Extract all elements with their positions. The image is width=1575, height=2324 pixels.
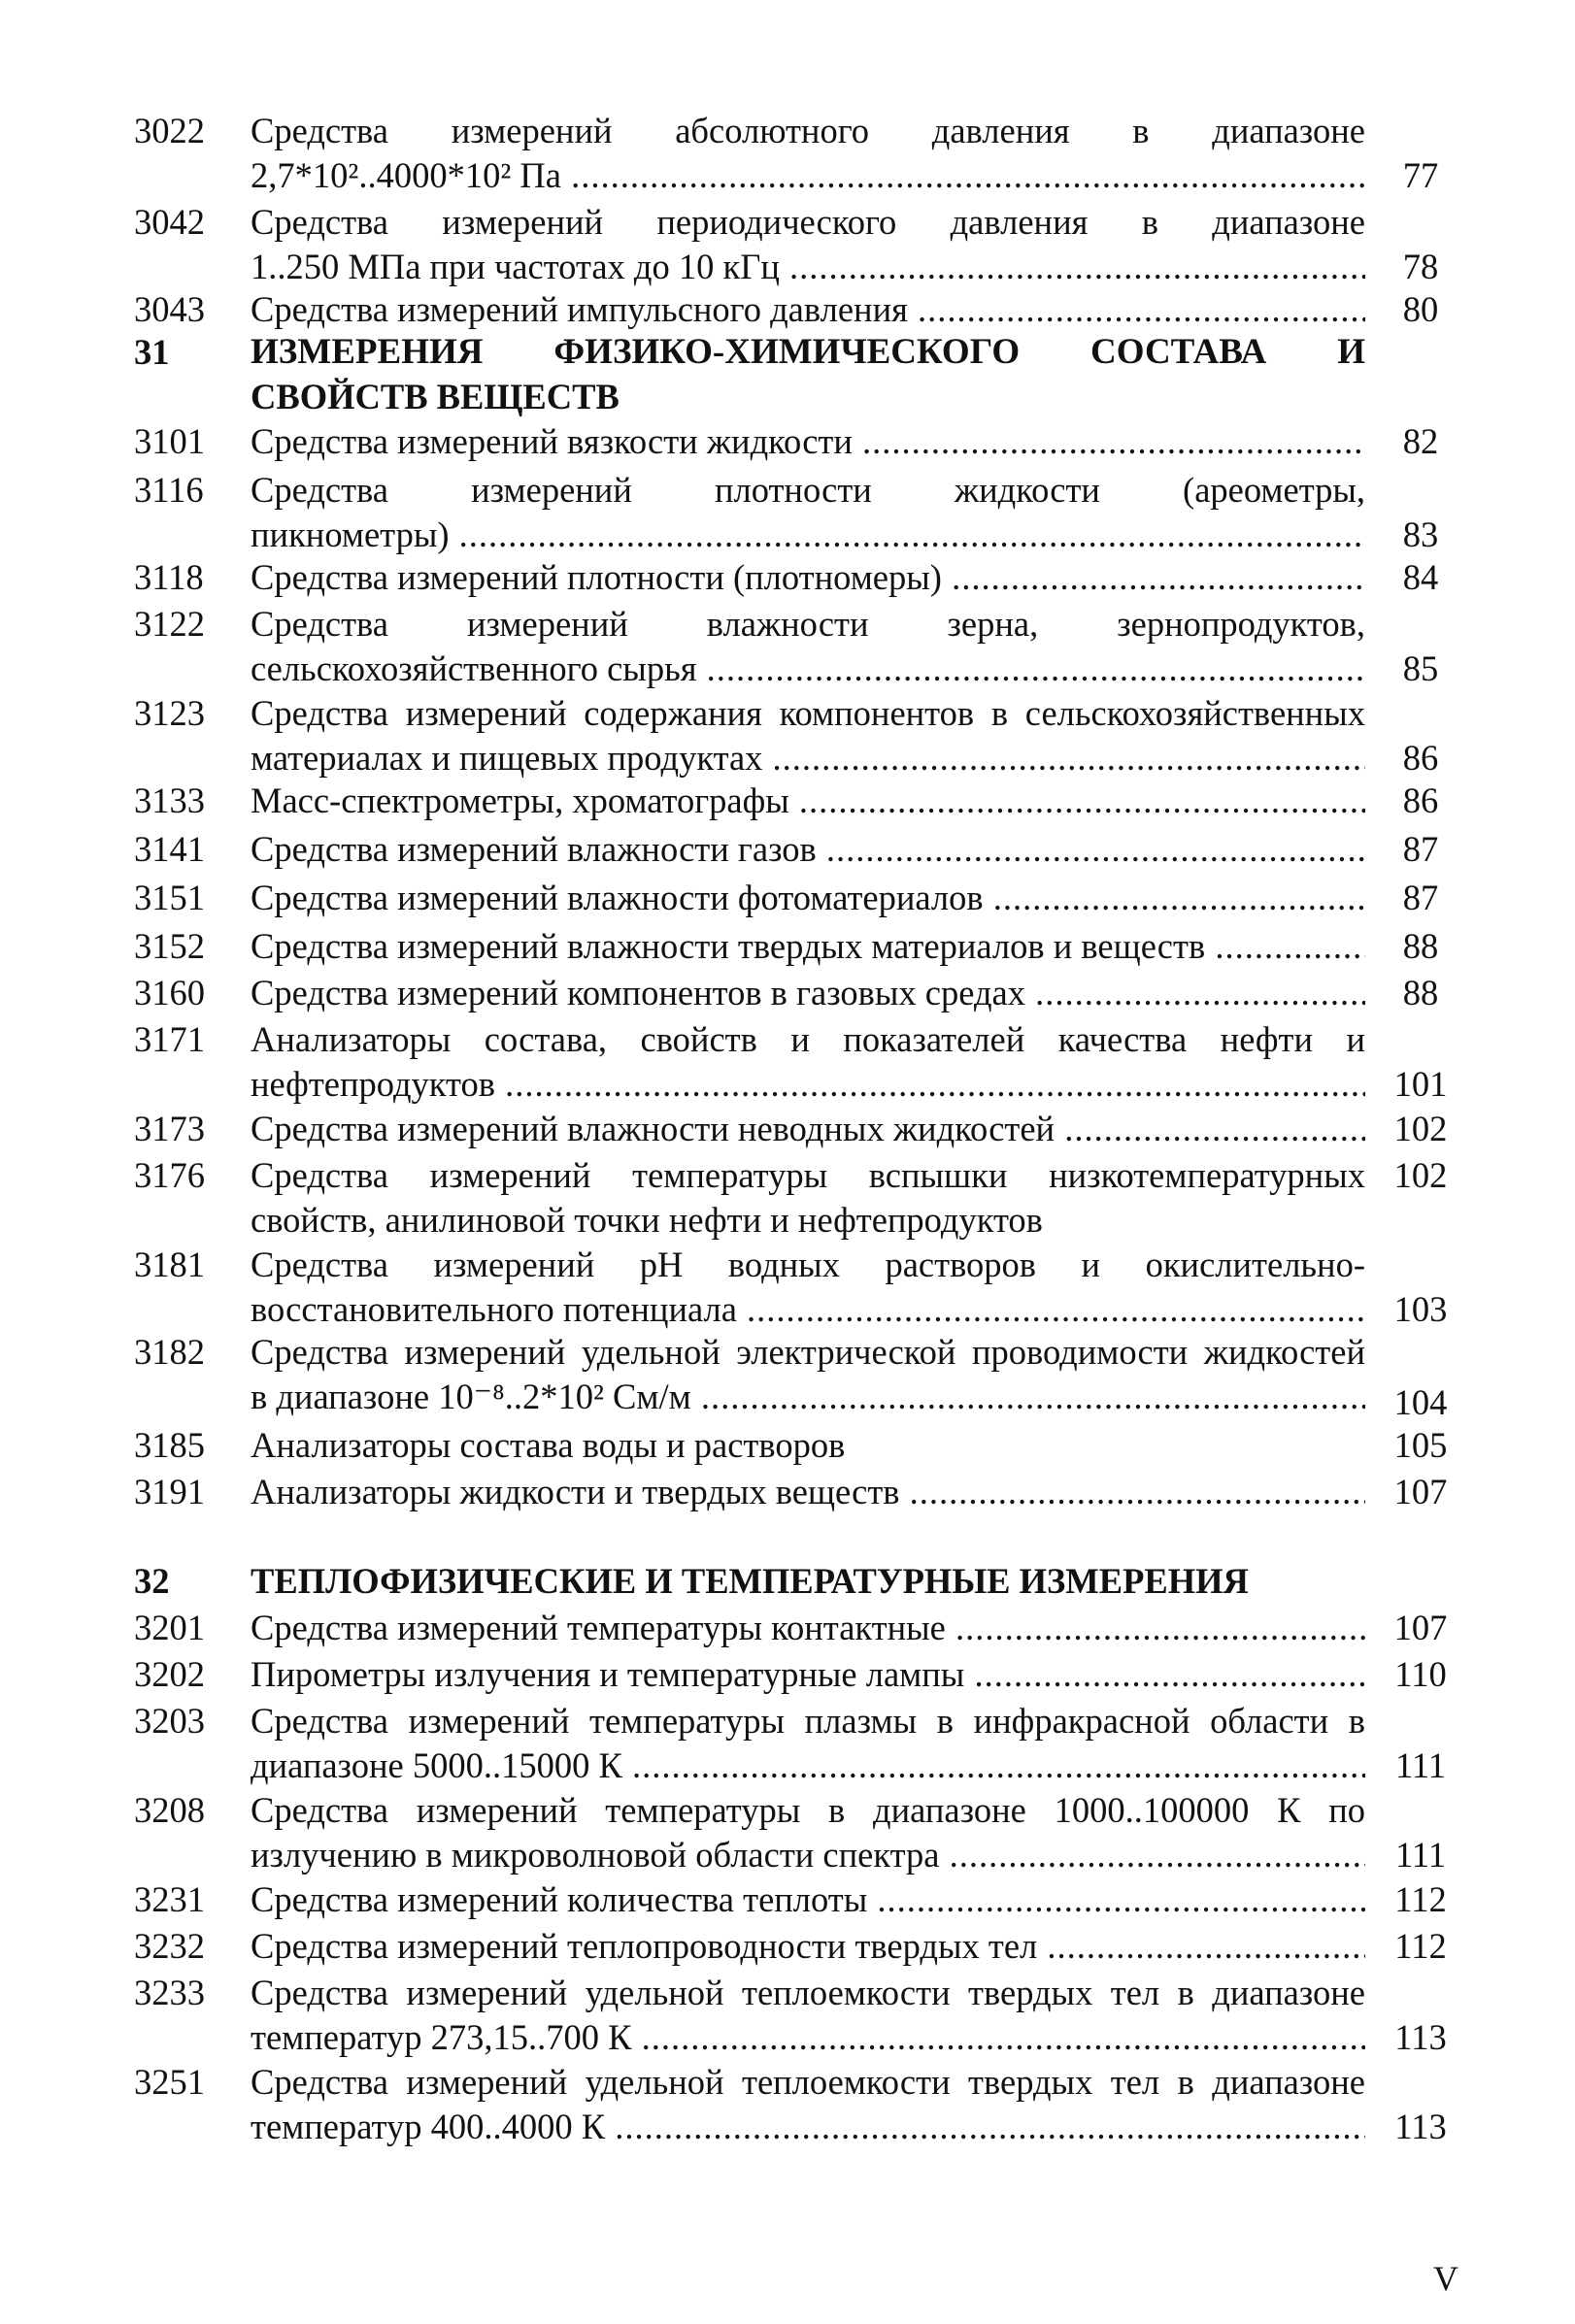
entry-title [251,1423,1365,1468]
entry-title [251,1971,1365,2060]
entry-page-number: 85 [1402,648,1439,688]
entry-code: 3191 [134,1472,205,1511]
entry-page-number: 113 [1394,2107,1447,2146]
entry-title [251,1243,1365,1332]
entry-title [251,602,1365,691]
entry-title [251,971,1365,1015]
entry-title [251,924,1365,969]
entry-code: 3151 [134,878,205,917]
entry-page-number: 80 [1402,289,1439,329]
entry-title-line: Средства измерений удельной теплоемкости твердых тел в диапазоне [251,1973,1365,2012]
entry-page-number: 102 [1393,1155,1448,1195]
entry-page-number: 87 [1402,878,1439,917]
entry-title [251,1699,1365,1788]
entry-title-line: Средства измерений количества теплоты ..... [251,1879,1365,1919]
entry-page-number: 105 [1393,1425,1448,1465]
entry-code: 3042 [134,202,205,242]
entry-title-line: Средства измерений влажности газов ..... [251,829,1365,869]
entry-code: 3182 [134,1332,205,1372]
entry-title-line: Средства измерений компонентов в газовых средах ..... [251,973,1365,1013]
entry-title-line: Анализаторы состава воды и растворов [251,1425,846,1465]
entry-title-line: температур 273,15..700 К ..... [251,2017,1365,2057]
entry-code: 3152 [134,926,205,966]
entry-title-line: Пирометры излучения и температурные лампы ..... [251,1654,1365,1694]
entry-page-number: 107 [1393,1472,1448,1511]
entry-code: 3118 [134,557,204,597]
entry-title-line: нефтепродуктов ..... [251,1064,1365,1104]
entry-title [251,1470,1365,1514]
entry-title-line: Средства измерений температуры плазмы в инфракрасной области в [251,1701,1365,1741]
entry-title [251,1559,1365,1604]
entry-title-line: температур 400..4000 К ..... [251,2107,1365,2146]
entry-code: 3208 [134,1790,205,1830]
entry-page-number: 86 [1402,780,1439,820]
entry-title [251,876,1365,920]
entry-title-line: материалах и пищевых продуктах ..... [251,738,1365,778]
entry-title-line: Средства измерений влажности фотоматериалов ..... [251,878,1365,917]
entry-page-number: 102 [1393,1109,1448,1148]
entry-code: 3122 [134,604,205,644]
entry-title [251,555,1365,600]
entry-title-line: Масс-спектрометры, хроматографы ..... [251,780,1365,820]
entry-page-number: 83 [1402,515,1439,554]
entry-page-number: 112 [1394,1926,1447,1966]
entry-code: 3185 [134,1425,205,1465]
entry-title-line: 1..250 МПа при частотах до 10 кГц ..... [251,247,1365,286]
entry-code: 3176 [134,1155,205,1195]
entry-title-line: Средства измерений температуры контактные ..... [251,1608,1365,1647]
entry-page-number: 84 [1402,557,1439,597]
entry-title-line: Средства измерений содержания компонентов в сельскохозяйственных [251,693,1365,733]
entry-page-number: 78 [1402,247,1439,286]
entry-page-number: 107 [1393,1608,1448,1647]
entry-page-number: 88 [1402,973,1439,1013]
entry-title-line: ИЗМЕРЕНИЯ ФИЗИКО-ХИМИЧЕСКОГО СОСТАВА И [251,332,1365,372]
entry-title [251,1107,1365,1151]
entry-page-number: 86 [1402,738,1439,778]
entry-code: 3160 [134,973,205,1013]
entry-code: 3022 [134,111,205,150]
entry-code: 3141 [134,829,205,869]
entry-title-line: СВОЙСТВ ВЕЩЕСТВ [251,377,620,416]
entry-title-line: ТЕПЛОФИЗИЧЕСКИЕ И ТЕМПЕРАТУРНЫЕ ИЗМЕРЕНИЯ [251,1561,1249,1601]
entry-title [251,1017,1365,1107]
entry-title [251,468,1365,557]
entry-code: 3171 [134,1019,205,1059]
entry-title [251,200,1365,289]
entry-code: 3101 [134,421,205,461]
entry-code: 3201 [134,1608,205,1647]
entry-code: 3233 [134,1973,205,2012]
entry-title [251,1877,1365,1922]
entry-title-line: Средства измерений влажности твердых материалов и веществ ..... [251,926,1365,966]
entry-page-number: 111 [1394,1745,1447,1785]
entry-title-line: Средства измерений плотности жидкости (ареометры, [251,470,1365,510]
entry-title [251,779,1365,823]
entry-title [251,1924,1365,1969]
entry-page-number: 104 [1393,1382,1448,1422]
entry-title-line: Средства измерений температуры вспышки низкотемпературных [251,1155,1365,1195]
entry-title [251,827,1365,872]
entry-title-line: Средства измерений абсолютного давления в диапазоне [251,111,1365,150]
entry-page-number: 77 [1402,155,1439,195]
entry-title-line: излучению в микроволновой области спектра ..... [251,1835,1365,1875]
entry-title-line: Средства измерений теплопроводности твердых тел ..... [251,1926,1365,1966]
entry-code: 31 [134,332,170,372]
entry-page-number: 88 [1402,926,1439,966]
entry-code: 3202 [134,1654,205,1694]
entry-title-line: свойств, анилиновой точки нефти и нефтепродуктов [251,1200,1043,1240]
entry-code: 3043 [134,289,205,329]
entry-title-line: Средства измерений импульсного давления ..... [251,289,1365,329]
entry-title [251,1788,1365,1877]
entry-code: 3116 [134,470,204,510]
entry-code: 3133 [134,780,205,820]
entry-code: 3231 [134,1879,205,1919]
entry-page-number: 101 [1393,1064,1448,1104]
entry-title [251,1153,1365,1243]
entry-title [251,691,1365,780]
entry-title-line: Средства измерений влажности неводных жидкостей ..... [251,1109,1365,1148]
entry-code: 3203 [134,1701,205,1741]
entry-page-number: 87 [1402,829,1439,869]
entry-title-line: Анализаторы состава, свойств и показателей качества нефти и [251,1019,1365,1059]
entry-title [251,1606,1365,1650]
entry-page-number: 110 [1394,1654,1447,1694]
entry-code: 3232 [134,1926,205,1966]
entry-title [251,2060,1365,2149]
entry-title-line: Средства измерений удельной теплоемкости твердых тел в диапазоне [251,2062,1365,2102]
entry-code: 32 [134,1561,170,1601]
entry-page-number: 82 [1402,421,1439,461]
entry-code: 3181 [134,1245,205,1284]
entry-page-number: 103 [1393,1289,1448,1329]
entry-code: 3173 [134,1109,205,1148]
entry-code: 3251 [134,2062,205,2102]
entry-title-line: сельскохозяйственного сырья ..... [251,648,1365,688]
entry-title-line: пикнометры) ..... [251,515,1365,554]
entry-title [251,1330,1365,1419]
entry-page-number: 112 [1394,1879,1447,1919]
entry-title [251,330,1365,419]
entry-title-line: Средства измерений влажности зерна, зернопродуктов, [251,604,1365,644]
entry-title-line: Средства измерений pH водных растворов и окислительно- [251,1245,1365,1284]
entry-title [251,1652,1365,1697]
entry-code: 3123 [134,693,205,733]
entry-title-line: Средства измерений удельной электрической проводимости жидкостей [251,1332,1365,1372]
entry-title-line: Средства измерений плотности (плотномеры) ..... [251,557,1365,597]
entry-title-line: диапазоне 5000..15000 К ..... [251,1745,1365,1785]
entry-title-line: Средства измерений температуры в диапазоне 1000..100000 К по [251,1790,1365,1830]
entry-title-line: в диапазоне 10⁻⁸..2*10² См/м ..... [251,1377,1365,1416]
entry-title-line: Средства измерений периодического давления в диапазоне [251,202,1365,242]
entry-title-line: Анализаторы жидкости и твердых веществ ..... [251,1472,1365,1511]
entry-title [251,109,1365,198]
entry-title-line: 2,7*10²..4000*10² Па ..... [251,155,1365,195]
entry-title [251,419,1365,464]
entry-page-number: 113 [1394,2017,1447,2057]
entry-page-number: 111 [1394,1835,1447,1875]
page-folio: V [1433,2259,1458,2298]
entry-title-line: Средства измерений вязкости жидкости ..... [251,421,1365,461]
entry-title [251,287,1365,332]
entry-title-line: восстановительного потенциала ..... [251,1289,1365,1329]
